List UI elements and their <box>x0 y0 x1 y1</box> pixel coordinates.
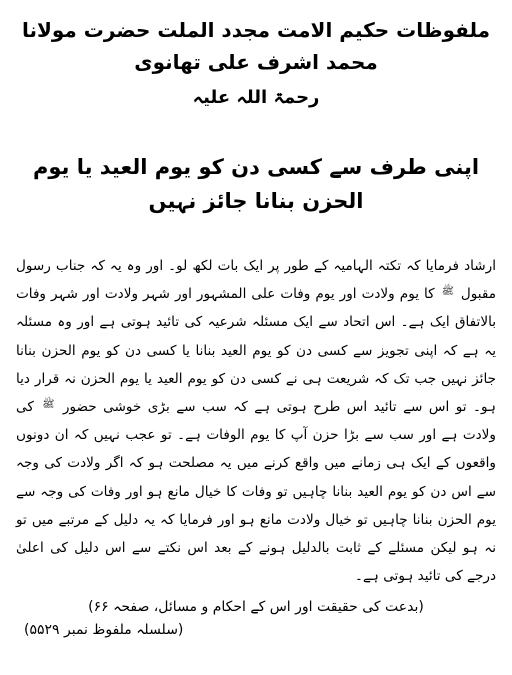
honorific-symbol: ﷺ <box>441 286 454 298</box>
source-reference: (بدعت کی حقیقت اور اس کے احکام و مسائل، صفحہ ۶۶) <box>88 599 424 616</box>
body-paragraph <box>16 252 496 590</box>
body-text-part-1: ارشاد فرمایا کہ تکتہ الہامیہ کے طور پر ایک بات لکھ لو۔ اور وہ یہ کہ جناب رسول مقبول <box>16 258 497 303</box>
body-text-part-2: کا یوم ولادت اور یوم وفات علی المشہور اور شہر ولادت اور شہر وفات بالاتفاق ایک ہے۔ اس اتحاد سے ایک مسئلہ شرعیہ کی تائید ہوتی ہے اور وہ مسئلہ یہ ہے کہ اپنی تجویز سے کسی دن کو یوم العید بنانا یا کسی دن کو یوم الحزن بنانا جائز نہیں جب تک کہ شریعت ہی نے کسی دن کو یوم العید یا یوم الحزن نہ قرار دیا ہو۔ تو اس سے تائید اس طرح ہوتی ہے کہ سب سے بڑی خوشی حضور <box>16 286 497 416</box>
body-text <box>16 252 496 590</box>
body-text-part-3: کی ولادت ہے اور سب سے بڑا حزن آپ کا یوم الوفات ہے۔ تو عجب نہیں کہ ان دونوں واقعوں کے ایک ہی زمانے میں واقع کرنے میں یہ مصلحت ہو کہ اگر ولادت کی وجہ سے اس دن کو یوم العید بنانا چاہیں تو وفات کا خیال مانع ہو اور وفات کی وجہ سے یوم الحزن بنانا چاہیں تو خیال ولادت مانع ہو اور فرمایا کہ یہ دلیل کے مرتبے میں تو نہ ہو لیکن مسئلے کے ثابت بالدلیل ہونے کے بعد اس نکتے سے اس دلیل کی اعلیٰ درجے کی تائید ہوتی ہے۔ <box>16 399 496 585</box>
series-number: (سلسلہ ملفوظ نمبر ۵۵۲۹) <box>24 622 184 638</box>
honorific-symbol-2: ﷺ <box>42 399 55 411</box>
document-subtitle: رحمۃ اللہ علیہ <box>192 87 320 108</box>
document-title: ملفوظات حکیم الامت مجدد الملت حضرت مولانا محمد اشرف علی تھانوی <box>21 18 491 74</box>
section-heading: اپنی طرف سے کسی دن کو یوم العید یا یوم الحزن بنانا جائز نہیں <box>32 155 480 213</box>
